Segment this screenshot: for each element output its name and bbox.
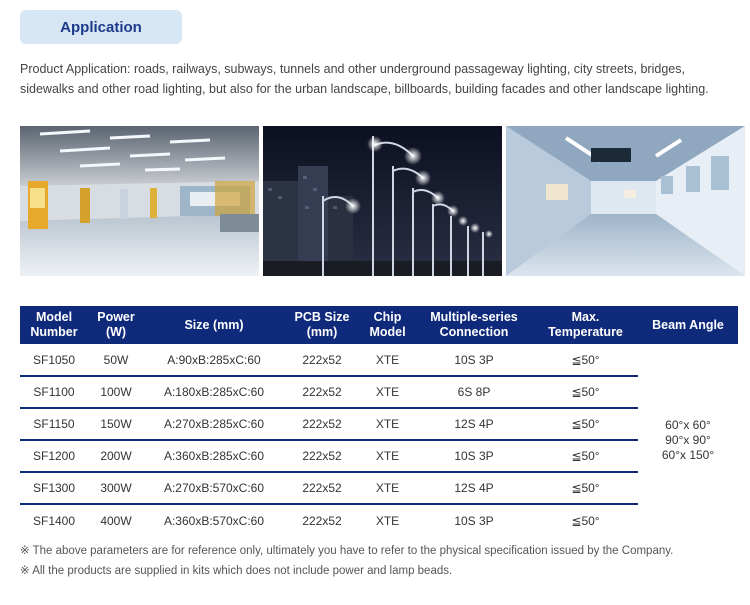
cell-pcb: 222x52	[284, 440, 360, 472]
cell-series: 6S 8P	[415, 376, 533, 408]
cell-model: SF1200	[20, 440, 88, 472]
header-pcb-size: PCB Size (mm)	[284, 306, 360, 344]
header-multiple-series: Multiple-series Connection	[415, 306, 533, 344]
application-badge	[20, 10, 182, 44]
footnote-reference: ※ The above parameters are for reference only, ultimately you have to refer to the physical specification issued by the Company.	[20, 545, 674, 557]
cell-pcb: 222x52	[284, 344, 360, 376]
cell-size: A:360xB:285xC:60	[144, 440, 284, 472]
cell-power: 100W	[88, 376, 144, 408]
footnote-kits: ※ All the products are supplied in kits which does not include power and lamp beads.	[20, 565, 453, 577]
cell-model: SF1300	[20, 472, 88, 504]
header-max-temperature: Max. Temperature	[533, 306, 638, 344]
header-power: Power (W)	[88, 306, 144, 344]
cell-size: A:90xB:285xC:60	[144, 344, 284, 376]
cell-size: A:270xB:285xC:60	[144, 408, 284, 440]
subway-station-photo	[20, 126, 259, 276]
product-application-text: Product Application: roads, railways, subways, tunnels and other underground passageway lighting, city streets, bridges, sidewalks and other road lighting, but also for the urban landscape, billboards, building facades and other landscape lighting.	[20, 62, 709, 96]
table-row	[20, 344, 738, 376]
cell-model: SF1400	[32, 513, 76, 528]
cell-chip: XTE	[360, 344, 415, 376]
cell-model: SF1100	[20, 376, 88, 408]
cell-power: 400W	[100, 513, 132, 528]
cell-temp: ≦50°	[533, 440, 638, 472]
table-header-row	[20, 306, 738, 344]
cell-temp: ≦50°	[533, 472, 638, 504]
application-photos	[20, 126, 745, 276]
beam-angle-2: 90°x 90°	[665, 432, 711, 447]
cell-pcb: 222x52	[302, 513, 342, 528]
header-size: Size (mm)	[144, 306, 284, 344]
cell-chip: XTE	[360, 440, 415, 472]
beam-angle-1: 60°x 60°	[665, 417, 711, 432]
header-chip-model: Chip Model	[360, 306, 415, 344]
header-model-number: Model Number	[20, 306, 88, 344]
cell-temp: ≦50°	[533, 344, 638, 376]
cell-chip: XTE	[360, 408, 415, 440]
table-row	[20, 376, 738, 408]
cell-temp: ≦50°	[571, 513, 600, 528]
cell-series: 12S 4P	[415, 472, 533, 504]
beam-angle-3: 60°x 150°	[661, 447, 715, 462]
cell-series: 12S 4P	[415, 408, 533, 440]
cell-model: SF1150	[20, 408, 88, 440]
cell-series: 10S 3P	[454, 513, 494, 528]
table-row	[20, 440, 738, 472]
table-row	[20, 408, 738, 440]
table-row	[20, 472, 738, 504]
application-title: Application	[60, 18, 142, 36]
cell-size: A:180xB:285xC:60	[144, 376, 284, 408]
cell-series: 10S 3P	[415, 344, 533, 376]
cell-pcb: 222x52	[284, 408, 360, 440]
table-row	[20, 504, 738, 536]
cell-pcb: 222x52	[284, 376, 360, 408]
cell-power: 300W	[88, 472, 144, 504]
cell-chip: XTE	[360, 376, 415, 408]
cell-power: 200W	[88, 440, 144, 472]
cell-size: A:270xB:570xC:60	[144, 472, 284, 504]
cell-chip: XTE	[375, 513, 400, 528]
street-lights-night-photo	[263, 126, 502, 276]
cell-power: 50W	[88, 344, 144, 376]
cell-size: A:360xB:570xC:60	[163, 513, 265, 528]
cell-temp: ≦50°	[533, 376, 638, 408]
cell-pcb: 222x52	[284, 472, 360, 504]
cell-temp: ≦50°	[533, 408, 638, 440]
cell-model: SF1050	[20, 344, 88, 376]
cell-power: 150W	[88, 408, 144, 440]
cell-series: 10S 3P	[415, 440, 533, 472]
cell-beam-angle	[638, 344, 738, 536]
underground-passage-photo	[506, 126, 745, 276]
spec-table	[20, 306, 738, 536]
cell-chip: XTE	[360, 472, 415, 504]
header-beam-angle: Beam Angle	[638, 306, 738, 344]
footnotes	[20, 541, 673, 581]
